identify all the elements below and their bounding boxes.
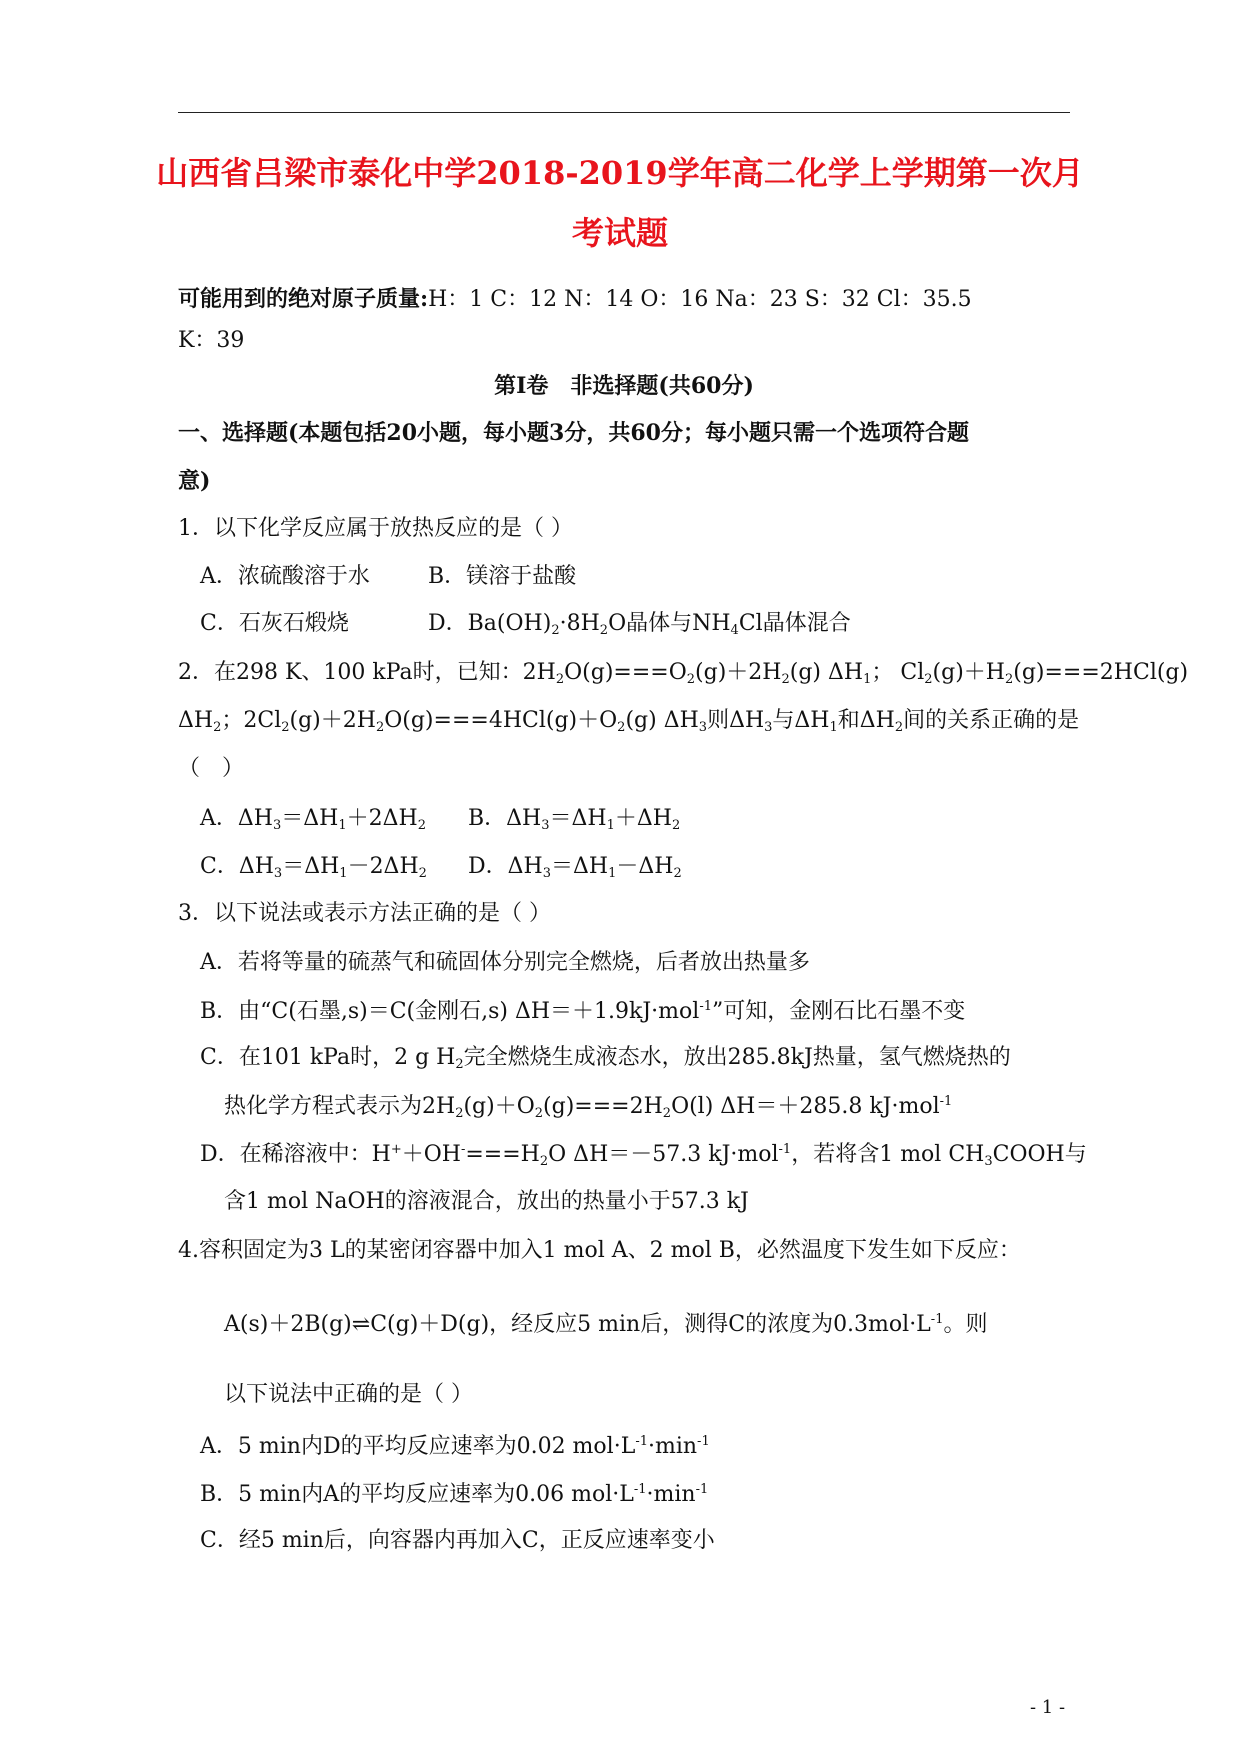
title-line-2: 考试题: [571, 214, 668, 252]
q3-stem: 3．以下说法或表示方法正确的是（ ）: [178, 901, 551, 926]
q1-stem: 1．以下化学反应属于放热反应的是（ ）: [178, 516, 573, 541]
q4-option-b: B．5 min内A的平均反应速率为0.06 $mol\cdot L^{-1}\cdot\min^{-1}$: [200, 1482, 709, 1507]
section-heading: 第Ⅰ卷 非选择题(共60分): [494, 373, 754, 399]
atomic-masses-cont: K：39: [178, 328, 245, 353]
atomic-masses: [178, 288, 972, 311]
q4-option-c: C．经5 min后，向容器内再加入C，正反应速率变小: [200, 1528, 715, 1553]
q2-stem-line-3: （ ）: [178, 756, 245, 781]
q3-option-d-line-2: 含1 mol NaOH的溶液混合，放出的热量小于57.3 kJ: [224, 1189, 749, 1214]
q1-option-a: A．浓硫酸溶于水: [200, 564, 370, 589]
q2-option-b: B．$\Delta H_3=\Delta H_1+\Delta H_2$: [468, 806, 681, 833]
q4-stem: 4.容积固定为3 L的某密闭容器中加入1 mol A、2 mol B，必然温度下发生如下反应：: [178, 1238, 1021, 1263]
q2-option-c: C．$\Delta H_3=\Delta H_1-2\Delta H_2$: [200, 854, 427, 881]
q2-stem-line-2: $\Delta H_2$；$2Cl_2(g)+2H_2O(g)===4HCl(g)+O_2(g)$ $\Delta H_3$则$\Delta H_3$与$\Delta H_1$和$\Delta H_2$间的关系正确的是: [178, 708, 1080, 735]
q3-option-d-line-1: D．在稀溶液中：$H^++OH^-===H_2O$ ΔH＝－57.3 kJ·mol$^{-1}$，若将含1 mol $CH_3COOH$与: [200, 1142, 1087, 1169]
atomic-masses-values: H：1 C：12 N：14 O：16 Na：23 S：32 Cl：35.5: [428, 287, 972, 312]
atomic-masses-label: 可能用到的绝对原子质量:: [178, 286, 429, 312]
q2-stem-line-1: 2．在298 K、100 kPa时，已知：$2H_2O(g)===O_2(g)+2H_2(g)$ $\Delta H_1$； $Cl_2(g)+H_2(g)===2HCl(g)$: [178, 660, 1189, 687]
q2-option-a: A．$\Delta H_3=\Delta H_1+2\Delta H_2$: [200, 806, 426, 833]
q1-option-b: B．镁溶于盐酸: [428, 564, 577, 589]
equilibrium-arrow-icon: ⇌: [351, 1312, 371, 1337]
q4-stem-line-3: 以下说法中正确的是（ ）: [224, 1382, 473, 1407]
q3-option-b: B．由“C(石墨,s)＝C(金刚石,s) ΔH＝＋1.9kJ·mol$^{-1}$”可知，金刚石比石墨不变: [200, 999, 966, 1024]
q3-option-c-line-1: C．在101 kPa时，2 g $H_2$完全燃烧生成液态水，放出285.8kJ热量，氢气燃烧热的: [200, 1045, 1011, 1072]
q2-option-d: D．$\Delta H_3=\Delta H_1-\Delta H_2$: [468, 854, 682, 881]
q1-option-c: C．石灰石煅烧: [200, 611, 349, 636]
q3-option-c-line-2: 热化学方程式表示为$2H_2(g)+O_2(g)===2H_2O(l)$ ΔH＝＋285.8 kJ·mol$^{-1}$: [224, 1094, 953, 1121]
part1-instructions: 一、选择题(本题包括20小题，每小题3分，共60分；每小题只需一个选项符合题: [178, 420, 969, 446]
title-line-1: 山西省吕梁市泰化中学2018-2019学年高二化学上学期第一次月: [156, 154, 1084, 192]
header-rule: [178, 112, 1070, 113]
q4-option-a: A．5 min内D的平均反应速率为0.02 $mol\cdot L^{-1}\cdot\min^{-1}$: [200, 1434, 710, 1459]
page-number: - 1 -: [1030, 1697, 1066, 1718]
q3-option-a: A．若将等量的硫蒸气和硫固体分别完全燃烧，后者放出热量多: [200, 950, 810, 975]
q1-option-d: D．$Ba(OH)_2\cdot 8H_2O$晶体与$NH_4Cl$晶体混合: [428, 611, 851, 638]
q4-equation: A(s)＋2B(g)⇌C(g)＋D(g)，经反应5 min后，测得C的浓度为$0.3mol\cdot L^{-1}$。则: [224, 1312, 988, 1337]
part1-instructions-cont: 意): [178, 468, 211, 494]
